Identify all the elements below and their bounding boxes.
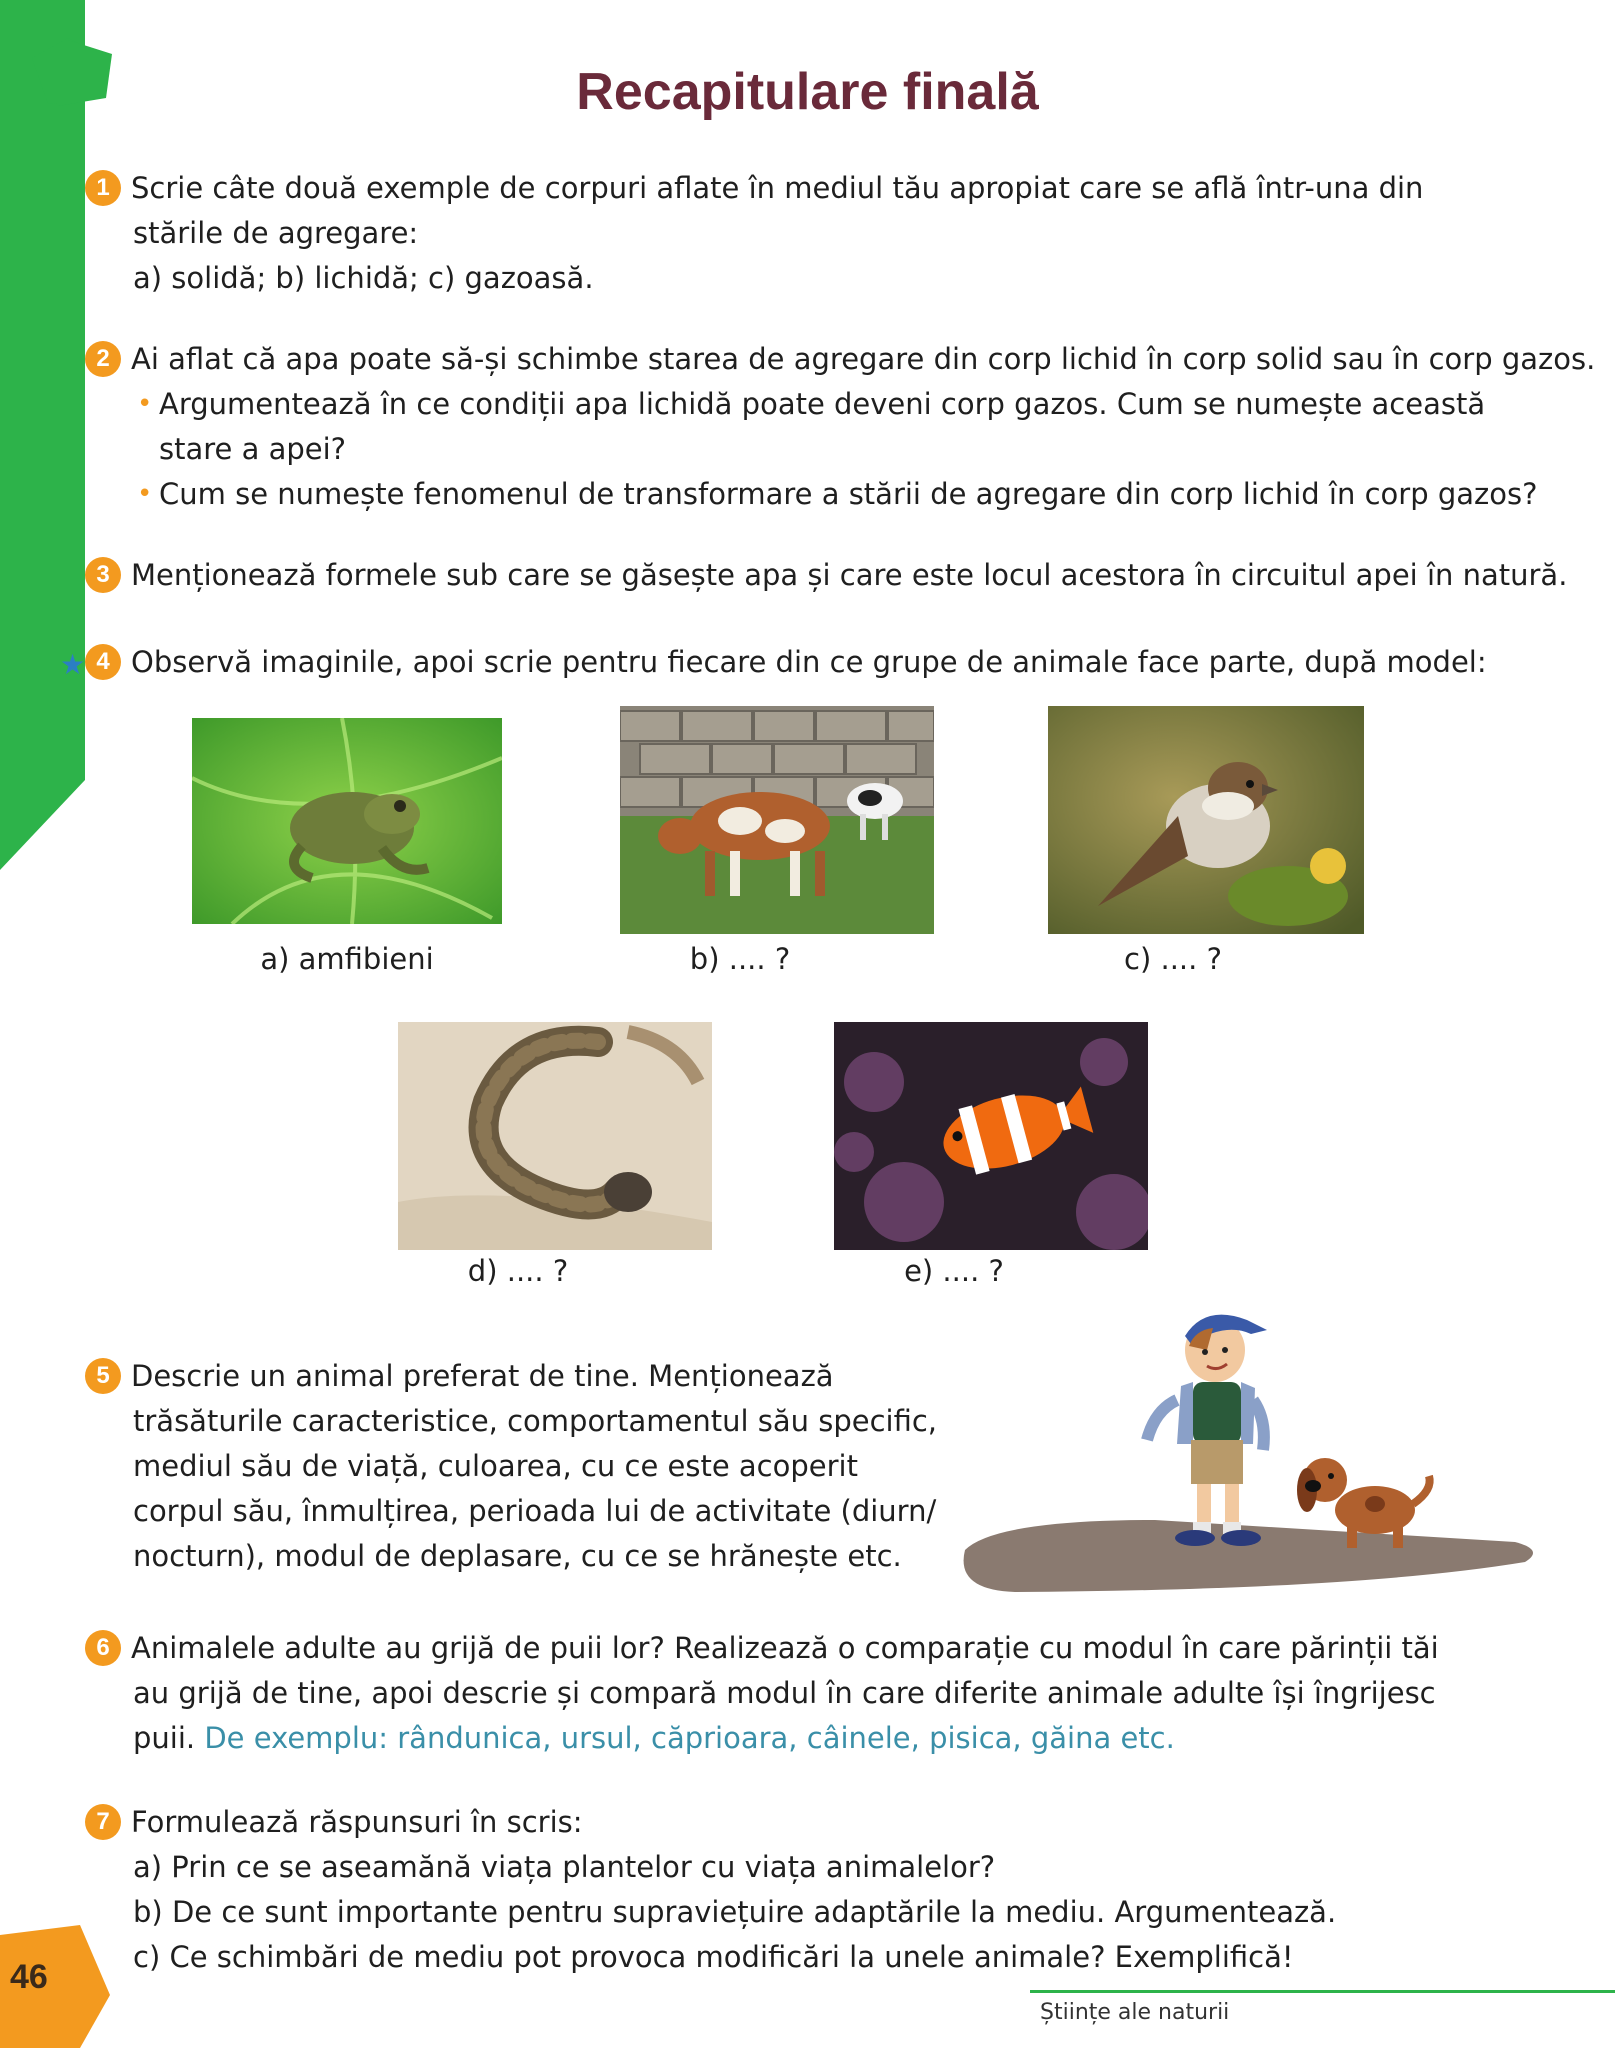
question-text: a) Prin ce se aseamănă viața plantelor cu viața animalelor? (133, 1850, 996, 1884)
page-number: 46 (10, 1958, 48, 1996)
question-text: nocturn), modul de deplasare, cu ce se hrănește etc. (133, 1539, 902, 1573)
question-text: Ai aflat că apa poate să-și schimbe starea de agregare din corp lichid în corp solid sau în corp gazos. (131, 342, 1596, 376)
question-2 (85, 337, 1596, 517)
bullet-icon: • (137, 389, 153, 419)
question-text: Scrie câte două exemple de corpuri aflate în mediul tău apropiat care se află într-una din (131, 171, 1424, 205)
cows-photo (620, 706, 934, 934)
question-number: 2 (85, 341, 121, 377)
example-text: De exemplu: rândunica, ursul, căprioara, câinele, pisica, găina etc. (204, 1721, 1175, 1755)
question-number: 1 (85, 170, 121, 206)
question-text: stările de agregare: (133, 216, 419, 250)
question-text: Animalele adulte au grijă de puii lor? Realizează o comparație cu modul în care părinții tăi (131, 1631, 1439, 1665)
caption-c: c) .... ? (1124, 942, 1222, 976)
question-1 (85, 166, 1525, 301)
frog-photo (192, 718, 502, 924)
caption-e: e) .... ? (904, 1254, 1004, 1288)
question-text: corpul său, înmulțirea, perioada lui de activitate (diurn/ (133, 1494, 937, 1528)
question-number: 5 (85, 1358, 121, 1394)
sparrow-photo (1048, 706, 1364, 934)
question-5 (85, 1354, 985, 1579)
question-text: b) De ce sunt importante pentru supraviețuire adaptările la mediu. Argumentează. (133, 1895, 1337, 1929)
question-text: Observă imaginile, apoi scrie pentru fiecare din ce grupe de animale face parte, după model: (131, 645, 1487, 679)
clownfish-photo (834, 1022, 1148, 1250)
footer-subject: Științe ale naturii (1040, 2000, 1230, 2025)
question-6 (85, 1626, 1525, 1761)
boy-with-dog-illustration (955, 1300, 1545, 1600)
question-3 (85, 553, 1568, 598)
caption-d: d) .... ? (467, 1254, 569, 1288)
question-text: mediul său de viață, culoarea, cu ce este acoperit (133, 1449, 858, 1483)
caption-b: b) .... ? (689, 942, 791, 976)
bullet-text: stare a apei? (159, 432, 347, 466)
question-text: Formulează răspunsuri în scris: (131, 1805, 583, 1839)
green-side-band (0, 0, 85, 870)
question-number: 6 (85, 1630, 121, 1666)
page-title: Recapitulare finală (576, 63, 1039, 121)
question-7 (85, 1800, 1525, 1980)
snake-photo (398, 1022, 712, 1250)
question-text: c) Ce schimbări de mediu pot provoca modificări la unele animale? Exemplifică! (133, 1940, 1294, 1974)
question-text: Menționează formele sub care se găsește apa și care este locul acestora în circuitul apei în natură. (131, 558, 1568, 592)
question-4 (85, 640, 1525, 685)
question-number: 7 (85, 1804, 121, 1840)
caption-a: a) amfibieni (260, 942, 434, 976)
bullet-text: Cum se numește fenomenul de transformare a stării de agregare din corp lichid în corp gazos? (159, 477, 1538, 511)
star-icon: ★ (60, 648, 86, 681)
question-text: trăsăturile caracteristice, comportamentul său specific, (133, 1404, 938, 1438)
footer-divider (1030, 1990, 1615, 1993)
question-text: a) solidă; b) lichidă; c) gazoasă. (133, 261, 594, 295)
question-text: Descrie un animal preferat de tine. Menționează (131, 1359, 834, 1393)
bullet-text: Argumentează în ce condiții apa lichidă poate deveni corp gazos. Cum se numește această (159, 387, 1486, 421)
question-text: au grijă de tine, apoi descrie și compară modul în care diferite animale adulte își îngrijesc (133, 1676, 1436, 1710)
question-text: puii. (133, 1721, 196, 1755)
question-number: 3 (85, 557, 121, 593)
question-number: 4 (85, 644, 121, 680)
bullet-icon: • (137, 479, 153, 509)
